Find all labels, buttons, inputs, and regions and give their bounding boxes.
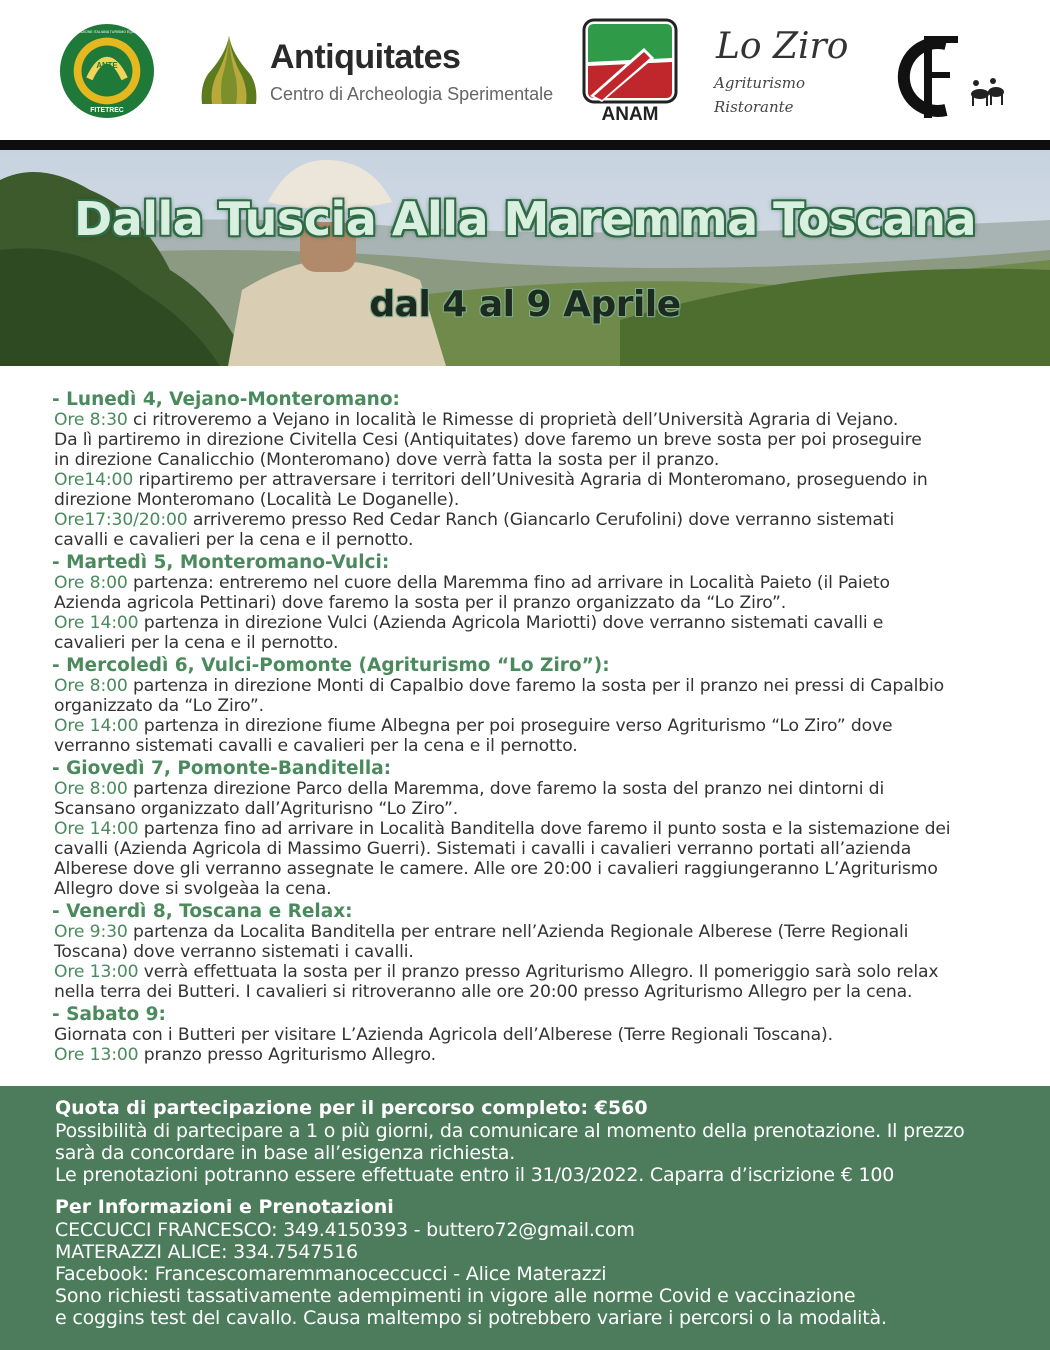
- day-title: - Mercoledì 6, Vulci-Pomonte (Agriturismo “Lo Ziro”):: [52, 655, 610, 676]
- schedule-line: [54, 922, 1024, 942]
- line-text: Da lì partiremo in direzione Civitella Cesi (Antiquitates) dove faremo un breve sosta per poi proseguire: [54, 430, 922, 450]
- schedule-line: [54, 430, 1024, 450]
- schedule-line: [54, 1045, 1024, 1065]
- line-time: Ore 14:00: [54, 819, 139, 839]
- schedule-line: [54, 676, 1024, 696]
- day-4: [54, 758, 1024, 899]
- price-line: Possibilità di partecipare a 1 o più giorni, da comunicare al momento della prenotazione. Il prezzo: [55, 1120, 965, 1142]
- contact-francesco: CECCUCCI FRANCESCO: 349.4150393 - buttero72@gmail.com: [55, 1219, 635, 1241]
- contact-alice: MATERAZZI ALICE: 334.7547516: [55, 1241, 358, 1263]
- line-time: Ore 9:30: [54, 922, 128, 942]
- covid-note: Sono richiesti tassativamente adempimenti in vigore alle norme Covid e vaccinazione: [55, 1285, 856, 1307]
- line-text: cavalieri per la cena e il pernotto.: [54, 633, 339, 653]
- line-text: Alberese dove gli verranno assegnate le camere. Alle ore 20:00 i cavalieri raggiungeranno L’Agriturismo: [54, 859, 938, 879]
- schedule-line: [54, 633, 1024, 653]
- price-line: Le prenotazioni potranno essere effettuate entro il 31/03/2022. Caparra d’iscrizione € 100: [55, 1164, 895, 1186]
- line-time: Ore 8:00: [54, 676, 128, 696]
- line-time: Ore 8:00: [54, 573, 128, 593]
- schedule: [54, 389, 1024, 1067]
- loziro-agriturismo: Agriturismo: [714, 74, 806, 92]
- line-time: Ore 8:30: [54, 410, 128, 430]
- antiquitates-hut-icon: [198, 34, 260, 106]
- day-3: [54, 655, 1024, 756]
- fitetrec-top-text: FEDERAZIONE ITALIANA TURISMO EQUESTRE: [67, 29, 147, 34]
- line-text: ci ritroveremo a Vejano in località le Rimesse di proprietà dell’Università Agraria di Vejano.: [127, 410, 899, 430]
- line-text: partenza in direzione fiume Albegna per poi proseguire verso Agriturismo “Lo Ziro” dove: [138, 716, 893, 736]
- day-5: [54, 901, 1024, 1002]
- line-text: direzione Monteromano (Località Le Doganelle).: [54, 490, 460, 510]
- line-time: Ore 13:00: [54, 962, 139, 982]
- line-text: Toscana) dove verranno sistemati i cavalli.: [54, 942, 414, 962]
- antiquitates-title: Antiquitates: [270, 38, 461, 76]
- line-text: cavalli (Azienda Agricola di Massimo Guerri). Sistemati i cavalli i cavalieri verranno portati all’azienda: [54, 839, 912, 859]
- schedule-line: [54, 942, 1024, 962]
- schedule-line: [54, 573, 1024, 593]
- schedule-line: [54, 879, 1024, 899]
- cf-logo: [888, 30, 1008, 120]
- landscape-illustration: [0, 150, 1050, 366]
- line-text: partenza fino ad arrivare in Località Banditella dove faremo il punto sosta e la sistemazione dei: [138, 819, 951, 839]
- schedule-line: [54, 613, 1024, 633]
- schedule-line: [54, 1025, 1024, 1045]
- day-2: [54, 552, 1024, 653]
- day-6: [54, 1004, 1024, 1065]
- schedule-line: [54, 696, 1024, 716]
- line-text: in direzione Canalicchio (Monteromano) dove verrà fatta la sosta per il pranzo.: [54, 450, 720, 470]
- line-text: partenza in direzione Monti di Capalbio dove faremo la sosta per il pranzo nei pressi di Capalbio: [127, 676, 944, 696]
- loziro-ristorante: Ristorante: [714, 98, 794, 116]
- line-text: Azienda agricola Pettinari) dove faremo la sosta per il pranzo organizzato da “Lo Ziro”.: [54, 593, 787, 613]
- weather-note: e coggins test del cavallo. Causa maltempo si potrebbero variare i percorsi o la modalità.: [55, 1307, 887, 1329]
- schedule-line: [54, 982, 1024, 1002]
- line-time: Ore 8:00: [54, 779, 128, 799]
- line-time: Ore 14:00: [54, 716, 139, 736]
- day-title: - Giovedì 7, Pomonte-Banditella:: [52, 758, 392, 779]
- schedule-line: [54, 716, 1024, 736]
- line-text: nella terra dei Butteri. I cavalieri si ritroveranno alle ore 20:00 presso Agriturismo Allegro per la cena.: [54, 982, 913, 1002]
- fitetrec-logo: [58, 22, 156, 120]
- antiquitates-subtitle: Centro di Archeologia Sperimentale: [270, 84, 554, 104]
- schedule-line: [54, 859, 1024, 879]
- logo-bar: [0, 0, 1050, 142]
- schedule-line: [54, 779, 1024, 799]
- line-time: Ore14:00: [54, 470, 134, 490]
- info-heading: Per Informazioni e Prenotazioni: [55, 1196, 394, 1218]
- price-heading: Quota di partecipazione per il percorso completo: €560: [55, 1097, 648, 1119]
- line-time: Ore 13:00: [54, 1045, 139, 1065]
- fitetrec-mid-text: ANTE: [96, 61, 118, 71]
- day-title: - Venerdì 8, Toscana e Relax:: [52, 901, 353, 922]
- line-text: verranno sistemati cavalli e cavalieri per la cena e il pernotto.: [54, 736, 578, 756]
- line-text: partenza: entreremo nel cuore della Maremma fino ad arrivare in Località Paieto (il Paieto: [127, 573, 890, 593]
- day-title: - Lunedì 4, Vejano-Monteromano:: [52, 389, 400, 410]
- line-text: ripartiremo per attraversare i territori dell’Univesità Agraria di Monteromano, proseguendo in: [133, 470, 928, 490]
- day-title: - Sabato 9:: [52, 1004, 166, 1025]
- contact-facebook: Facebook: Francescomaremmanoceccucci - Alice Materazzi: [55, 1263, 607, 1285]
- line-text: partenza da Localita Banditella per entrare nell’Azienda Regionale Alberese (Terre Regionali: [127, 922, 909, 942]
- line-text: Allegro dove si svolgeàa la cena.: [54, 879, 332, 899]
- day-1: [54, 389, 1024, 550]
- banner-title: Dalla Tuscia Alla Maremma Toscana: [73, 192, 977, 246]
- loziro-name: Lo Ziro: [716, 26, 849, 67]
- schedule-line: [54, 410, 1024, 430]
- schedule-line: [54, 962, 1024, 982]
- line-text: verrà effettuata la sosta per il pranzo presso Agriturismo Allegro. Il pomeriggio sarà solo relax: [138, 962, 939, 982]
- line-text: cavalli e cavalieri per la cena e il pernotto.: [54, 530, 414, 550]
- anam-logo: [582, 18, 678, 104]
- info-footer: [0, 1086, 1050, 1350]
- schedule-line: [54, 839, 1024, 859]
- line-text: partenza direzione Parco della Maremma, dove faremo la sosta del pranzo nei dintorni di: [127, 779, 885, 799]
- line-time: Ore17:30/20:00: [54, 510, 188, 530]
- schedule-line: [54, 593, 1024, 613]
- schedule-line: [54, 736, 1024, 756]
- schedule-line: [54, 470, 1024, 490]
- schedule-line: [54, 799, 1024, 819]
- hero-banner: [0, 150, 1050, 366]
- day-title: - Martedì 5, Monteromano-Vulci:: [52, 552, 390, 573]
- line-text: pranzo presso Agriturismo Allegro.: [138, 1045, 436, 1065]
- schedule-line: [54, 819, 1024, 839]
- line-text: partenza in direzione Vulci (Azienda Agricola Mariotti) dove verranno sistemati cavalli e: [138, 613, 884, 633]
- schedule-line: [54, 510, 1024, 530]
- header-divider: [0, 140, 1050, 150]
- banner-dates: dal 4 al 9 Aprile: [369, 284, 681, 325]
- fitetrec-bottom-text: FITETREC: [90, 107, 124, 115]
- line-text: arriveremo presso Red Cedar Ranch (Giancarlo Cerufolini) dove verranno sistemati: [187, 510, 895, 530]
- footer-content: [55, 1097, 1025, 1329]
- schedule-line: [54, 530, 1024, 550]
- line-text: Giornata con i Butteri per visitare L’Azienda Agricola dell’Alberese (Terre Regionali Toscana).: [54, 1025, 833, 1045]
- line-text: Scansano organizzato dall’Agriturisno “Lo Ziro”.: [54, 799, 459, 819]
- anam-label: ANAM: [601, 104, 659, 125]
- line-time: Ore 14:00: [54, 613, 139, 633]
- schedule-line: [54, 450, 1024, 470]
- price-line: sarà da concordare in base all’esigenza richiesta.: [55, 1142, 516, 1164]
- line-text: organizzato da “Lo Ziro”.: [54, 696, 264, 716]
- schedule-line: [54, 490, 1024, 510]
